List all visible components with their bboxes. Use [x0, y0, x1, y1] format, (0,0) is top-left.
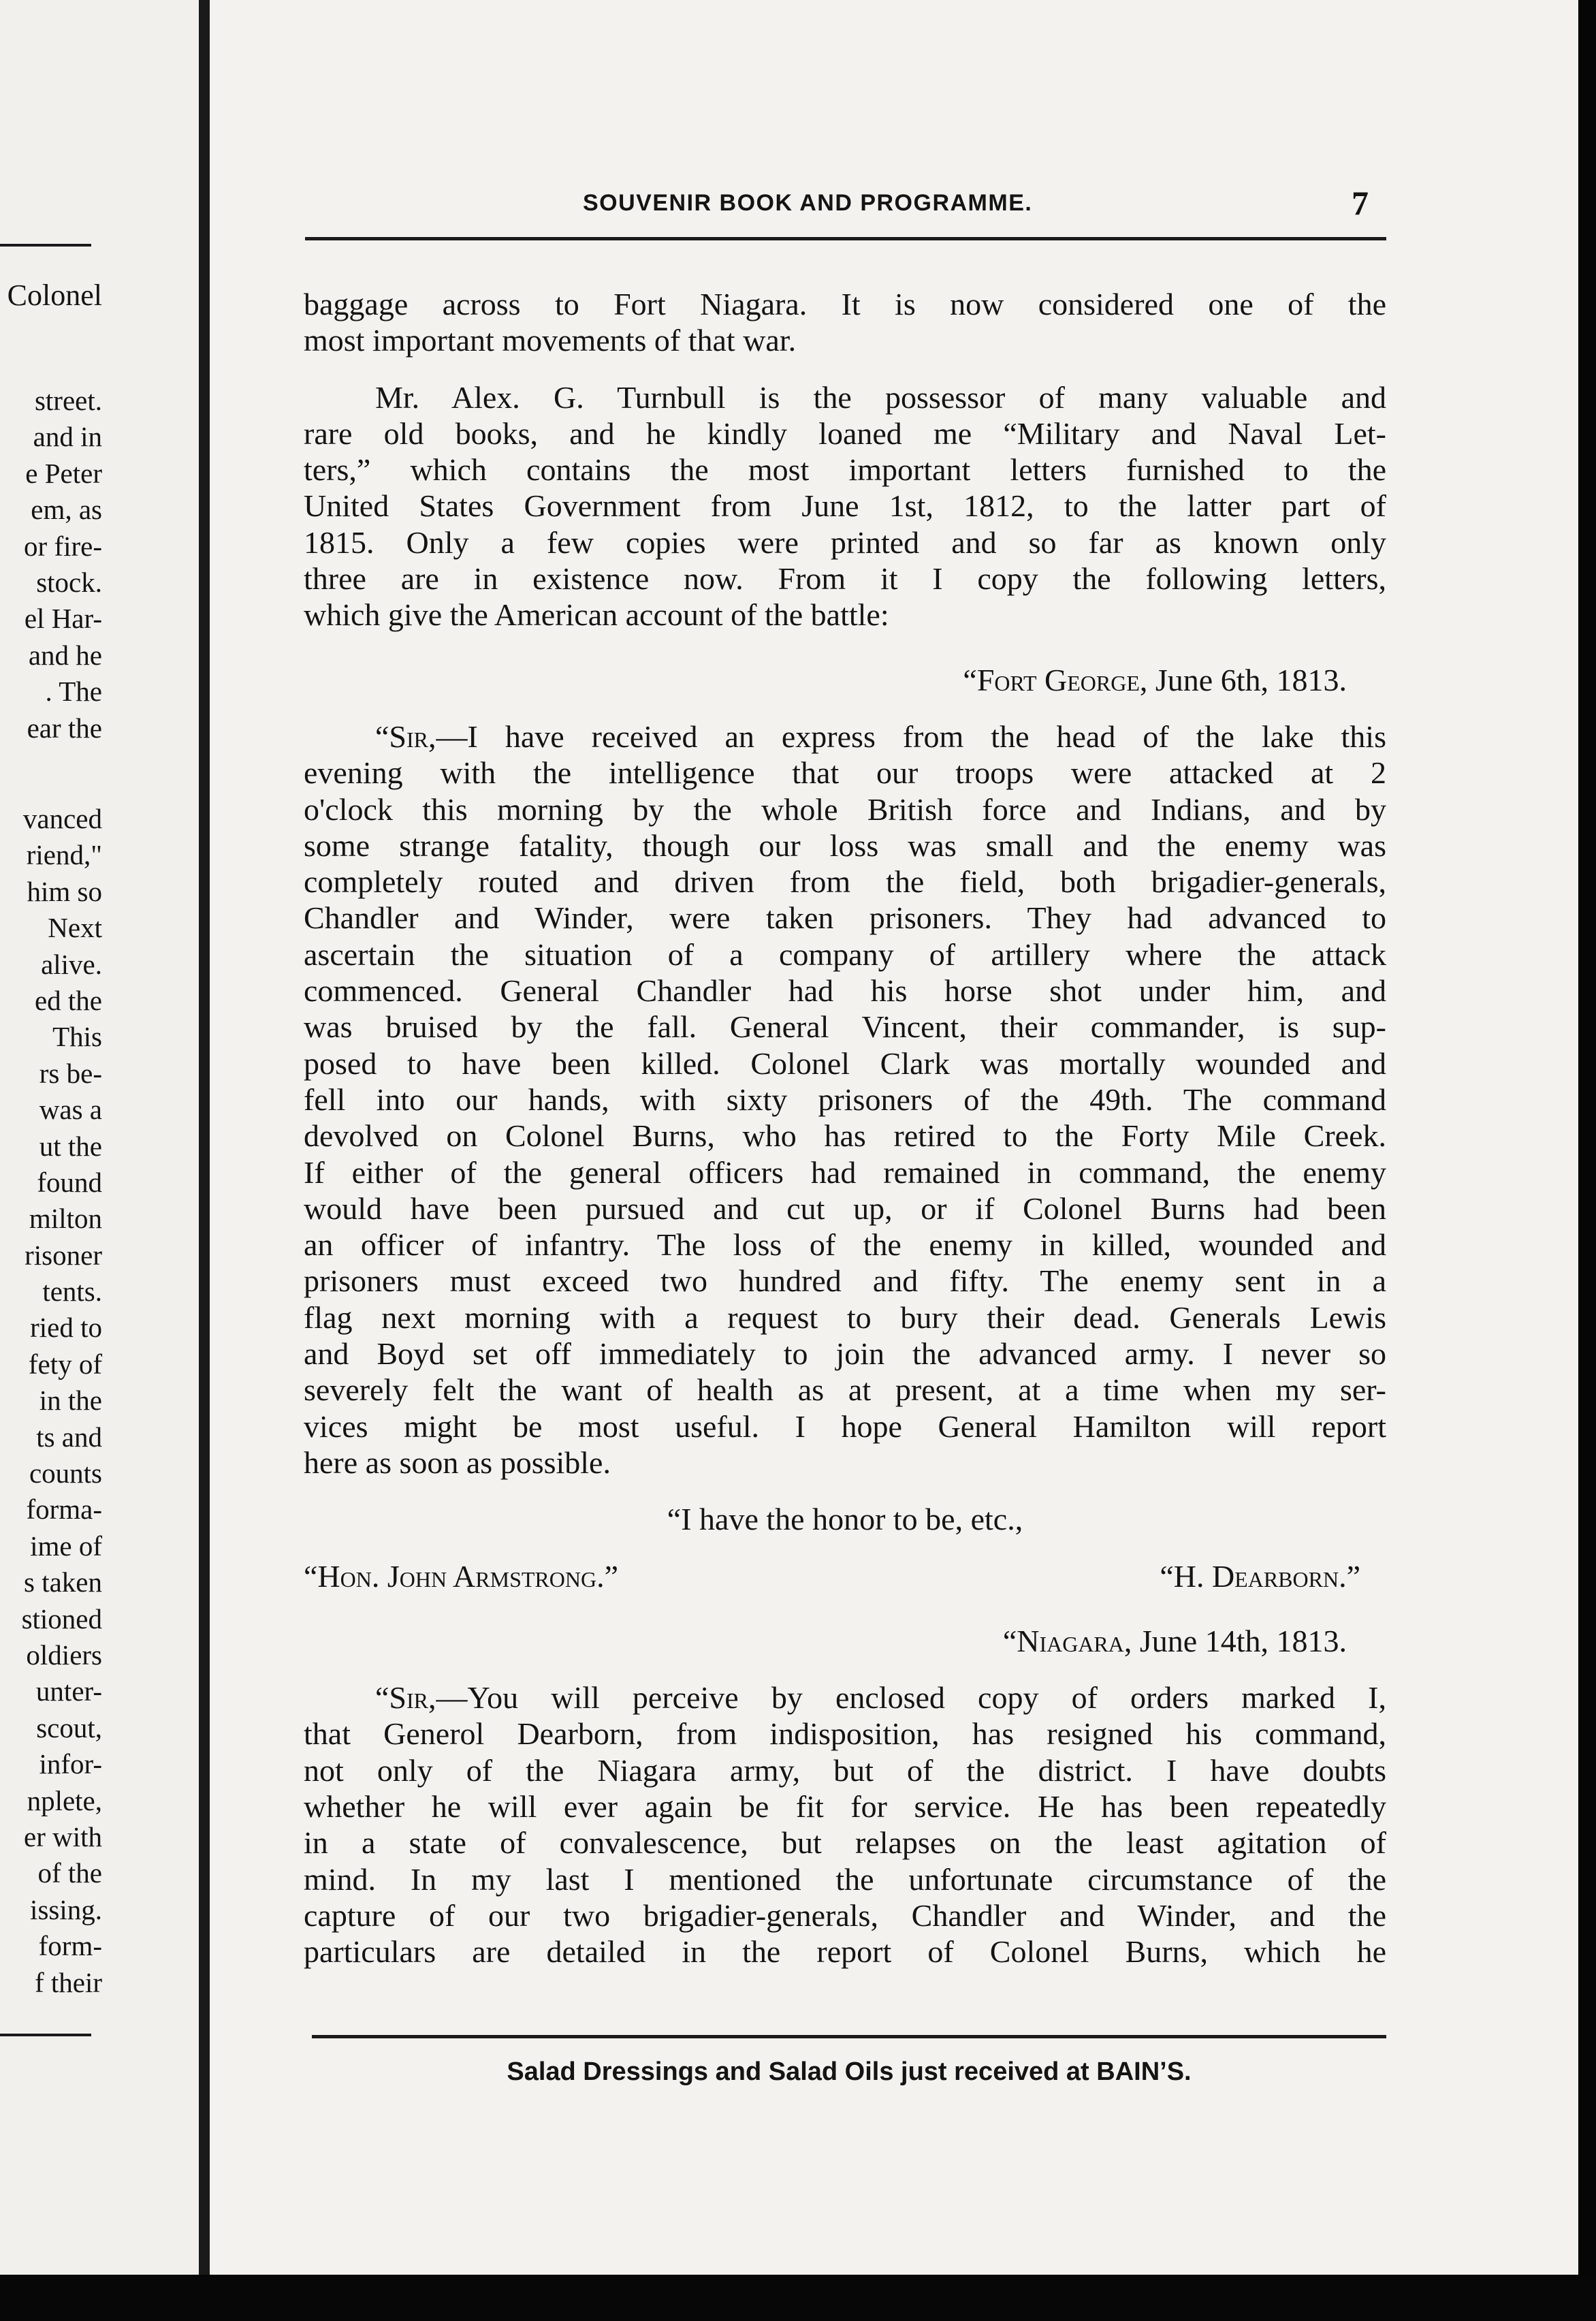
- running-head: [346, 183, 1369, 223]
- text-line: in a state of convalescence, but relapses on the least agitation of: [304, 1825, 1386, 1861]
- text-line: whether he will ever again be fit for service. He has been repeatedly: [304, 1788, 1386, 1824]
- text-line: was bruised by the fall. General Vincent, their commander, is sup-: [304, 1009, 1386, 1045]
- left-page-fragment-line: scout,: [36, 1711, 102, 1743]
- text-line: vices might be most useful. I hope General Hamilton will report: [304, 1408, 1386, 1444]
- left-page-fragment-line: ried to: [30, 1312, 102, 1344]
- left-page-fragment-line: forma-: [26, 1494, 102, 1526]
- left-page-fragment-line: ed the: [34, 984, 102, 1016]
- body-text: [304, 286, 1386, 1970]
- right-page: [210, 0, 1578, 2275]
- letter-2-dateline: [304, 1623, 1386, 1659]
- left-page-fragment-line: form-: [38, 1930, 102, 1962]
- text-line: United States Government from June 1st, 1812, to the latter part of: [304, 488, 1386, 524]
- text-line: ascertain the situation of a company of artillery where the attack: [304, 936, 1386, 972]
- text-line: three are in existence now. From it I copy the following letters,: [304, 561, 1386, 597]
- left-page-fragment-line: street.: [34, 385, 102, 416]
- left-page-top-rule: [0, 244, 91, 247]
- left-page-bottom-rule: [0, 2034, 91, 2036]
- left-page-fragment-line: risoner: [25, 1239, 102, 1271]
- left-page-text-block-1: [0, 383, 102, 746]
- left-page-fragment-line: was a: [39, 1094, 102, 1126]
- text-line: some strange fatality, though our loss was small and the enemy was: [304, 827, 1386, 863]
- text-line: If either of the general officers had remained in command, the enemy: [304, 1154, 1386, 1190]
- left-page-fragment-line: el Har-: [24, 603, 102, 635]
- letter-2-place: “Niagara,: [1002, 1623, 1132, 1658]
- text-line: posed to have been killed. Colonel Clark was mortally wounded and: [304, 1045, 1386, 1081]
- left-page-heading: Colonel: [7, 279, 102, 312]
- text-line: prisoners must exceed two hundred and fifty. The enemy sent in a: [304, 1263, 1386, 1299]
- left-page-fragment-line: ear the: [27, 712, 102, 744]
- left-page-fragment-line: issing.: [30, 1893, 102, 1925]
- left-page-fragment-line: and he: [28, 639, 102, 671]
- paragraph-2: [304, 379, 1386, 633]
- left-page-fragment-line: riend,": [26, 839, 102, 871]
- letter-2-first-line-text: —You will perceive by enclosed copy of orders marked I,: [436, 1680, 1386, 1716]
- text-line: flag next morning with a request to bury their dead. Generals Lewis: [304, 1299, 1386, 1335]
- letter-2-salutation: “Sir,: [375, 1680, 436, 1716]
- text-line: severely felt the want of health as at present, at a time when my ser-: [304, 1372, 1386, 1408]
- text-line: most important movements of that war.: [304, 323, 797, 358]
- left-page-fragment-line: milton: [29, 1203, 102, 1235]
- letter-1-place: “Fort George,: [963, 662, 1148, 697]
- paragraph-1: [304, 286, 1386, 359]
- text-line: fell into our hands, with sixty prisoners of the 49th. The command: [304, 1081, 1386, 1117]
- letter-2-date: June 14th, 1813.: [1132, 1623, 1347, 1658]
- footer-rule: [312, 2035, 1386, 2038]
- letter-1-signature: “H. Dearborn.”: [1160, 1558, 1360, 1594]
- header-rule: [305, 237, 1386, 240]
- left-page-fragment-line: ime of: [30, 1530, 102, 1562]
- letter-2-first-line: [304, 1679, 1386, 1716]
- left-page-fragment-line: fety of: [28, 1348, 102, 1380]
- bottom-page-edge: [0, 2275, 1596, 2321]
- text-line: that Generol Dearborn, from indisposition, has resigned his command,: [304, 1716, 1386, 1752]
- left-page-fragment-line: tents.: [42, 1276, 102, 1308]
- text-line: baggage across to Fort Niagara. It is now considered one of the: [304, 287, 1386, 321]
- letter-1-date: June 6th, 1813.: [1147, 662, 1347, 697]
- left-page-text-block-2: [0, 801, 102, 2001]
- letter-1-first-line-text: —I have received an express from the head of the lake this: [436, 719, 1386, 754]
- left-page-fragment-line: . The: [45, 676, 102, 708]
- left-page-fragment-line: of the: [37, 1857, 102, 1889]
- left-page-fragment-line: nplete,: [27, 1784, 102, 1816]
- left-page-fragment-line: e Peter: [25, 457, 102, 489]
- left-page-fragment-line: rs be-: [39, 1057, 102, 1089]
- left-page-fragment-line: infor-: [39, 1748, 102, 1780]
- left-page-fragment-line: and in: [33, 421, 102, 453]
- left-page-fragment-line: in the: [39, 1385, 102, 1417]
- text-line: Mr. Alex. G. Turnbull is the possessor of many valuable and: [375, 379, 1386, 415]
- left-page-fragment-line: em, as: [31, 494, 102, 526]
- left-page-fragment-line: him so: [27, 875, 102, 907]
- text-line: which give the American account of the battle:: [304, 597, 889, 633]
- running-head-title: SOUVENIR BOOK AND PROGRAMME.: [583, 190, 1033, 216]
- text-line: evening with the intelligence that our troops were attacked at 2: [304, 755, 1386, 791]
- left-page-fragment-line: Next: [48, 912, 102, 944]
- right-page-edge: [1578, 0, 1596, 2321]
- text-line: mind. In my last I mentioned the unfortunate circumstance of the: [304, 1861, 1386, 1897]
- letter-1-closing: “I have the honor to be, etc.,: [667, 1502, 1023, 1537]
- text-line: capture of our two brigadier-generals, Chandler and Winder, and the: [304, 1897, 1386, 1933]
- text-line: commenced. General Chandler had his horse shot under him, and: [304, 973, 1386, 1009]
- left-page-fragment-line: counts: [29, 1457, 102, 1489]
- text-line: ters,” which contains the most important letters furnished to the: [304, 452, 1386, 488]
- left-page-fragment-line: vanced: [22, 803, 102, 834]
- letter-1-salutation: “Sir,: [375, 719, 436, 754]
- text-line: and Boyd set off immediately to join the advanced army. I never so: [304, 1336, 1386, 1372]
- left-page-fragment: [0, 0, 199, 2275]
- page-number: 7: [1352, 184, 1369, 222]
- letter-1-dateline: [304, 662, 1386, 698]
- left-page-fragment-line: s taken: [24, 1566, 102, 1598]
- header-rule-gap: [1480, 236, 1490, 242]
- text-line: here as soon as possible.: [304, 1444, 611, 1480]
- letter-2-body: [304, 1679, 1386, 1970]
- letter-1-addressee: “Hon. John Armstrong.”: [304, 1558, 618, 1594]
- book-gutter: [199, 0, 210, 2275]
- text-line: 1815. Only a few copies were printed and so far as known only: [304, 524, 1386, 560]
- text-line: devolved on Colonel Burns, who has retired to the Forty Mile Creek.: [304, 1118, 1386, 1154]
- left-page-fragment-line: er with: [24, 1820, 102, 1852]
- left-page-fragment-line: ut the: [39, 1130, 102, 1162]
- text-line: Chandler and Winder, were taken prisoners. They had advanced to: [304, 900, 1386, 936]
- text-line: particulars are detailed in the report of Colonel Burns, which he: [304, 1934, 1386, 1970]
- left-page-fragment-line: found: [37, 1166, 102, 1198]
- left-page-fragment-line: f their: [34, 1966, 102, 1998]
- text-line: an officer of infantry. The loss of the enemy in killed, wounded and: [304, 1227, 1386, 1263]
- text-line: completely routed and driven from the field, both brigadier-generals,: [304, 864, 1386, 900]
- letter-1-signature-line: [304, 1558, 1386, 1594]
- text-line: o'clock this morning by the whole British force and Indians, and by: [304, 791, 1386, 827]
- letter-1-body: [304, 719, 1386, 1481]
- text-line: rare old books, and he kindly loaned me “Military and Naval Let-: [304, 415, 1386, 451]
- left-page-fragment-line: stock.: [36, 566, 102, 598]
- left-page-fragment-line: oldiers: [26, 1639, 102, 1671]
- left-page-fragment-line: This: [52, 1021, 102, 1053]
- text-line: would have been pursued and cut up, or if Colonel Burns had been: [304, 1190, 1386, 1226]
- text-line: not only of the Niagara army, but of the district. I have doubts: [304, 1752, 1386, 1788]
- left-page-fragment-line: unter-: [35, 1675, 102, 1707]
- left-page-fragment-line: ts and: [36, 1421, 102, 1453]
- letter-1-first-line: [304, 719, 1386, 755]
- left-page-fragment-line: or fire-: [24, 530, 102, 562]
- left-page-fragment-line: stioned: [21, 1602, 102, 1635]
- footer-advertisement: Salad Dressings and Salad Oils just received at BAIN’S.: [507, 2057, 1192, 2086]
- left-page-fragment-line: alive.: [41, 948, 102, 980]
